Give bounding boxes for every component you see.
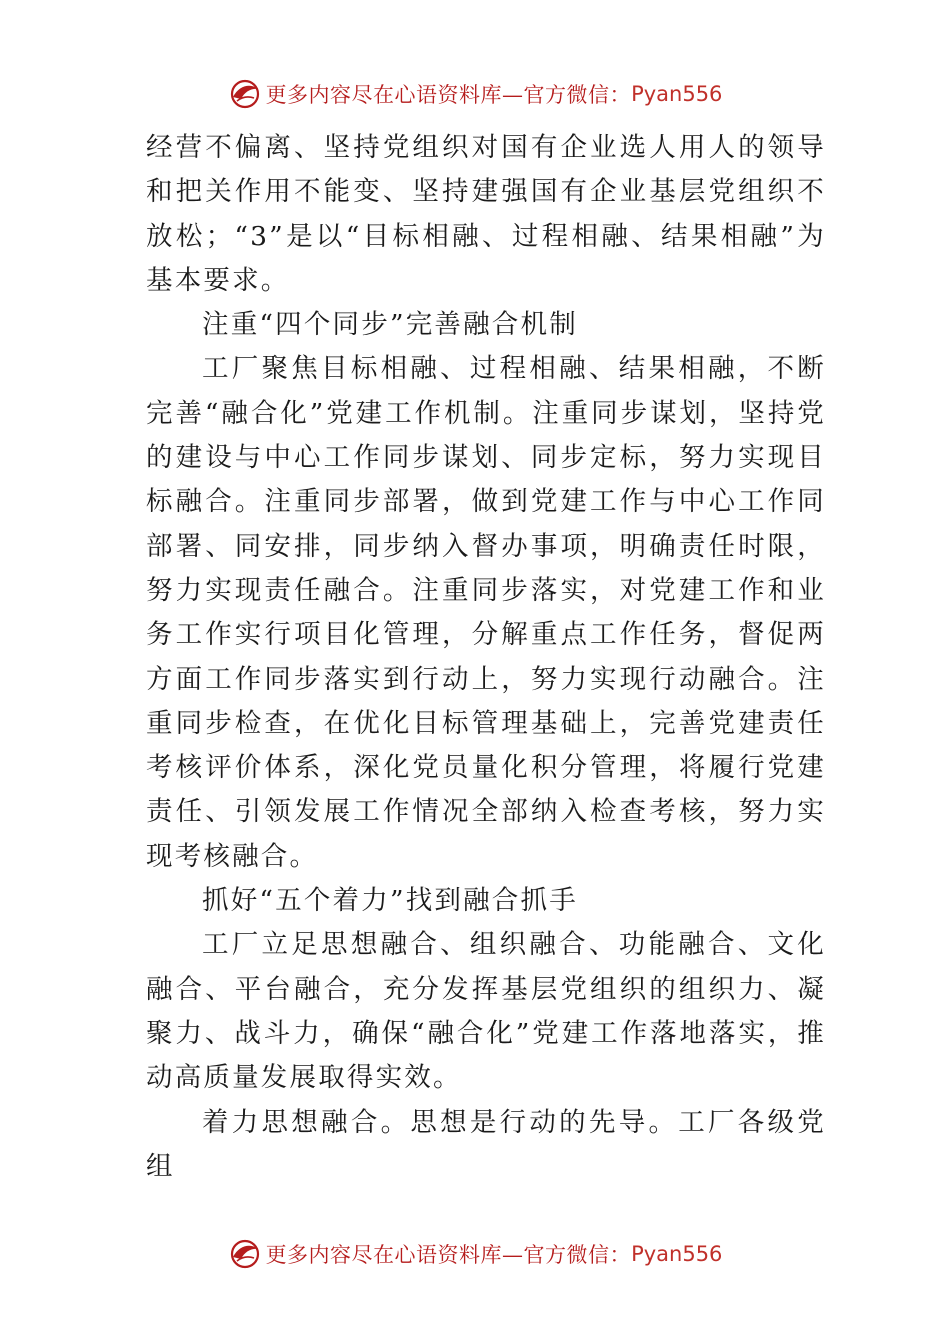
document-body <box>146 126 826 1189</box>
paragraph: 工厂聚焦目标相融、过程相融、结果相融，不断完善“融合化”党建工作机制。注重同步谋划，坚持党的建设与中心工作同步谋划、同步定标，努力实现目标融合。注重同步部署，做到党建工作与中心工作同部署、同安排，同步纳入督办事项，明确责任时限，努力实现责任融合。注重同步落实，对党建工作和业务工作实行项目化管理，分解重点工作任务，督促两方面工作同步落实到行动上，努力实现行动融合。注重同步检查，在优化目标管理基础上，完善党建责任考核评价体系，深化党员量化积分管理，将履行党建责任、引领发展工作情况全部纳入检查考核，努力实现考核融合。 <box>146 353 826 872</box>
watermark-wechat-id: Pyan556 <box>631 1242 723 1266</box>
watermark-footer <box>0 1234 950 1274</box>
watermark-text: 更多内容尽在心语资料库—官方微信： <box>265 1243 632 1267</box>
watermark-wechat-id: Pyan556 <box>631 82 723 106</box>
section-heading: 抓好“五个着力”找到融合抓手 <box>202 885 578 917</box>
paragraph: 着力思想融合。思想是行动的先导。工厂各级党组 <box>146 1106 826 1182</box>
paragraph: 工厂立足思想融合、组织融合、功能融合、文化融合、平台融合，充分发挥基层党组织的组织力、凝聚力、战斗力，确保“融合化”党建工作落地落实，推动高质量发展取得实效。 <box>146 929 826 1094</box>
section-heading: 注重“四个同步”完善融合机制 <box>202 309 578 341</box>
sun-bird-logo-icon <box>228 77 262 111</box>
sun-bird-logo-icon <box>228 1237 262 1271</box>
watermark-header <box>0 74 950 114</box>
paragraph: 经营不偏离、坚持党组织对国有企业选人用人的领导和把关作用不能变、坚持建强国有企业基层党组织不放松；“3”是以“目标相融、过程相融、结果相融”为基本要求。 <box>146 132 826 296</box>
watermark-text: 更多内容尽在心语资料库—官方微信： <box>265 83 632 107</box>
